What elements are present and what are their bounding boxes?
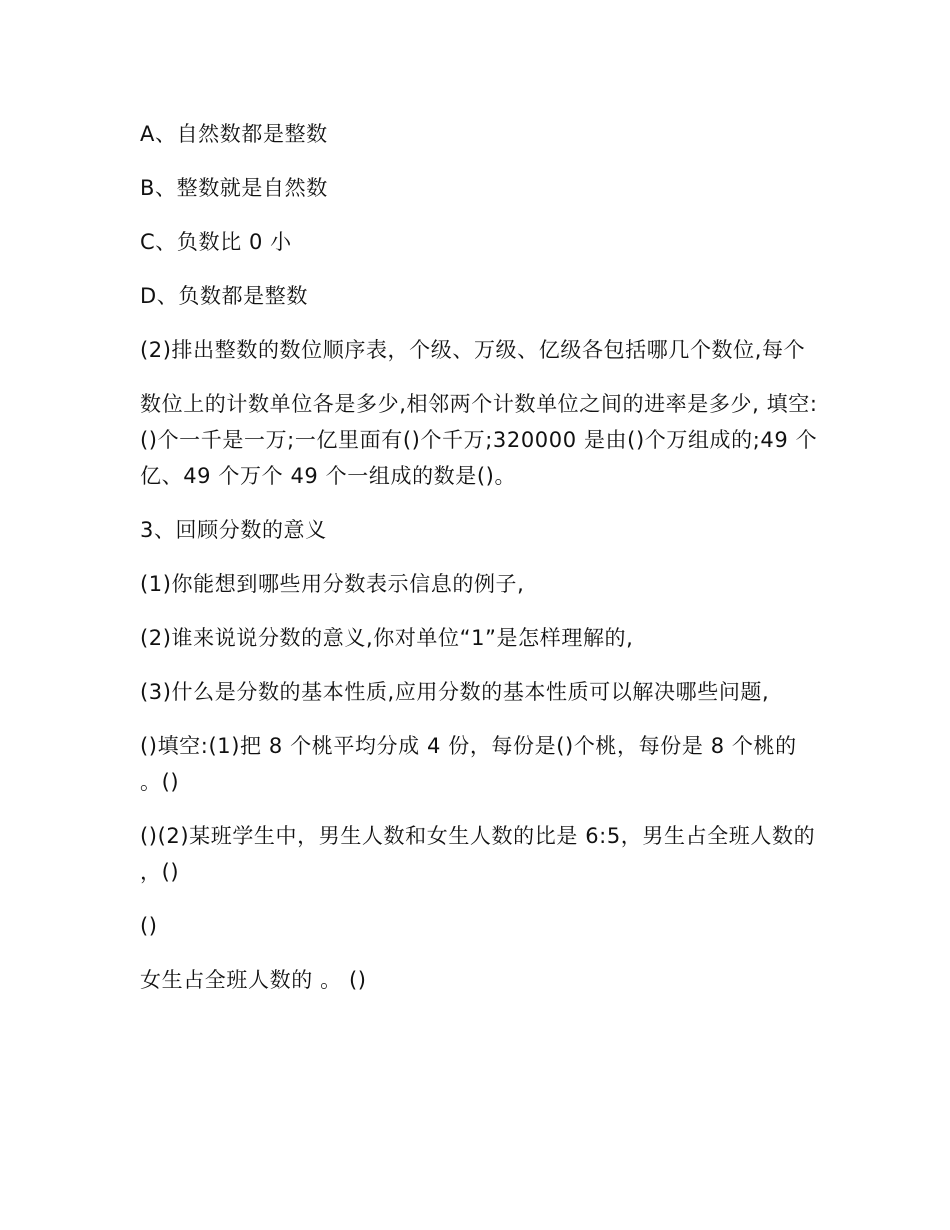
option-d: D、负数都是整数	[140, 284, 308, 308]
fill-in-class-paragraph: ()(2)某班学生中，男生人数和女生人数的比是 6:5，男生占全班人数的 ，()	[140, 824, 816, 884]
fill-in-peach-paragraph: ()填空:(1)把 8 个桃平均分成 4 份，每份是()个桃，每份是 8 个桃的 。()	[140, 734, 797, 794]
document-body	[140, 116, 820, 1016]
section-3-heading: 3、回顾分数的意义	[140, 518, 327, 542]
option-b: B、整数就是自然数	[140, 176, 328, 200]
option-c: C、负数比 0 小	[140, 230, 292, 254]
question-2b-paragraph: (2)谁来说说分数的意义,你对单位“1”是怎样理解的,	[140, 626, 634, 650]
fill-in-paragraph: 数位上的计数单位各是多少,相邻两个计数单位之间的进率是多少, 填空:()个一千是一万;一亿里面有()个千万;320000 是由()个万组成的;49 个亿、49 个万个 49 个一组成的数是()。	[140, 392, 818, 488]
question-1-paragraph: (1)你能想到哪些用分数表示信息的例子,	[140, 572, 525, 596]
question-3-paragraph: (3)什么是分数的基本性质,应用分数的基本性质可以解决哪些问题,	[140, 680, 770, 704]
girls-fraction-paragraph: 女生占全班人数的 。 ()	[140, 968, 367, 992]
option-a: A、自然数都是整数	[140, 122, 328, 146]
question-2-paragraph: (2)排出整数的数位顺序表，个级、万级、亿级各包括哪几个数位,每个	[140, 338, 806, 362]
blank-paragraph: ()	[140, 914, 158, 938]
